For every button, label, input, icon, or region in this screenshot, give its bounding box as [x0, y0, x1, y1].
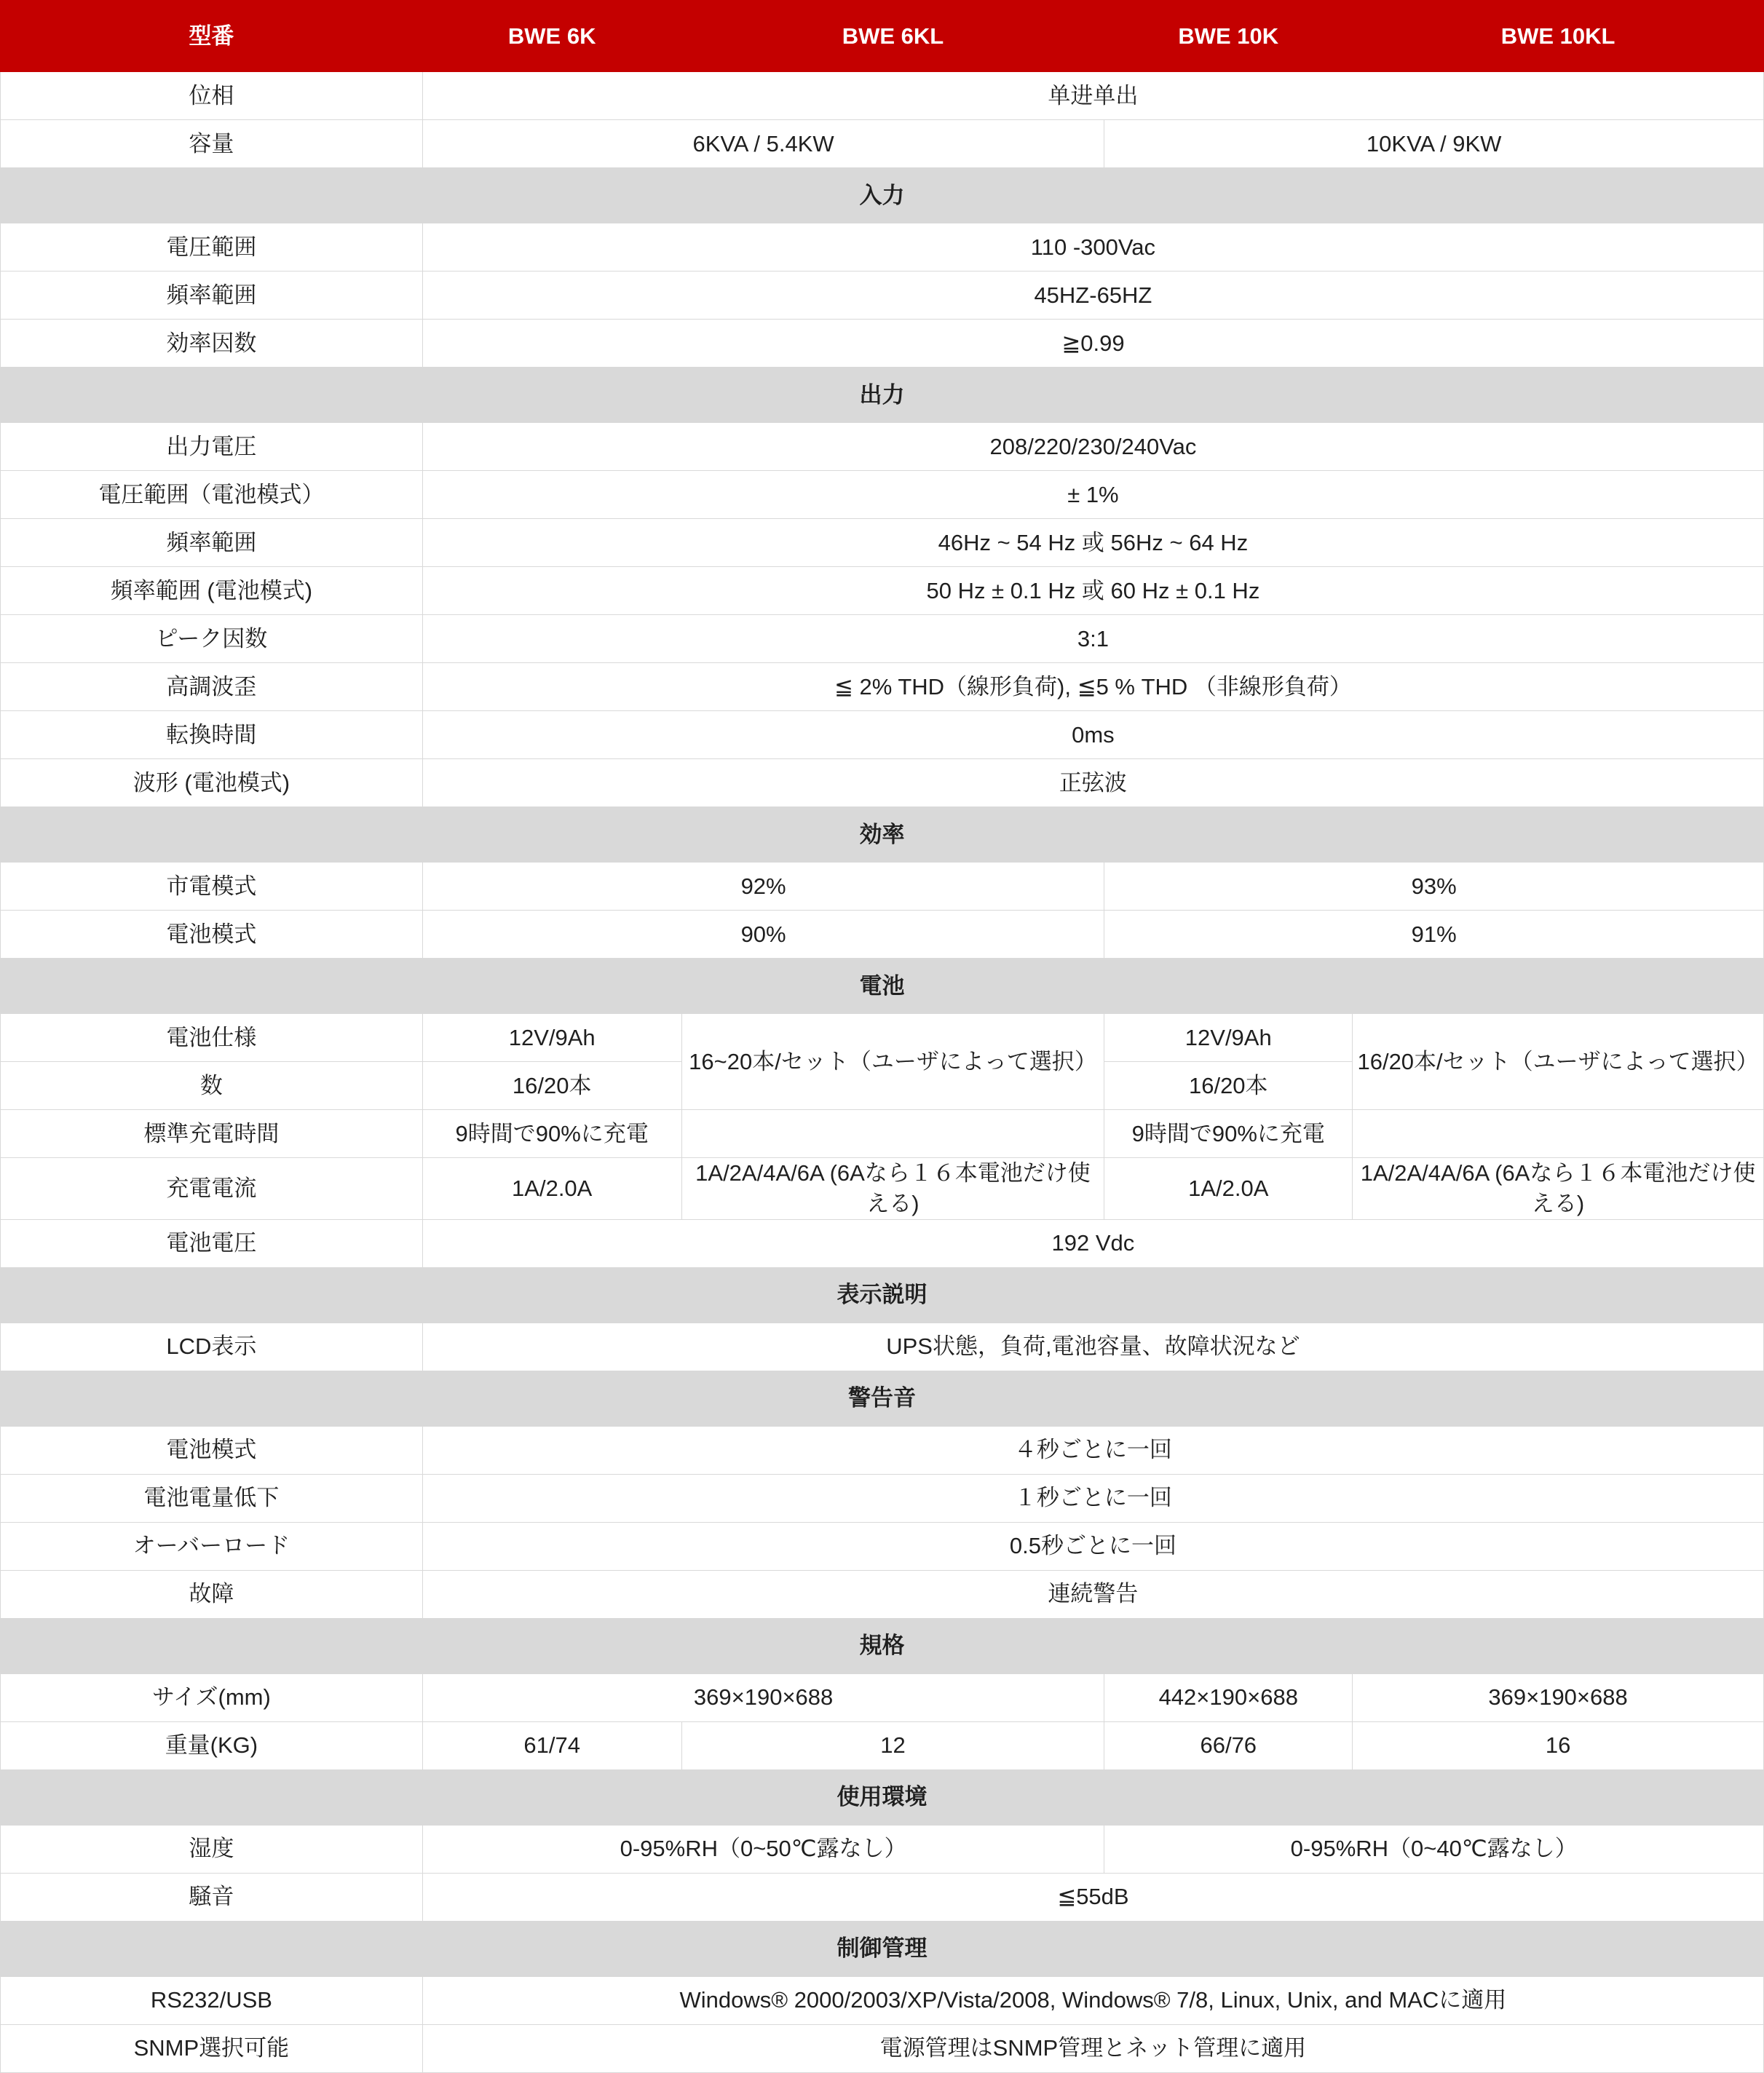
- spec-cell: [681, 1110, 1104, 1158]
- spec-cell: １秒ごとに一回: [422, 1474, 1763, 1522]
- spec-cell: [1353, 1110, 1764, 1158]
- spec-cell: 16/20本: [422, 1062, 681, 1110]
- spec-cell: UPS状態，負荷,電池容量、故障状況など: [422, 1323, 1763, 1371]
- section-title: 表示説明: [1, 1267, 1764, 1323]
- spec-cell: 3:1: [422, 615, 1763, 663]
- section-row: [1, 1769, 1764, 1825]
- spec-cell: 442×190×688: [1104, 1673, 1353, 1721]
- section-row: [1, 1618, 1764, 1673]
- spec-cell: 連続警告: [422, 1570, 1763, 1618]
- row-label: ピーク因数: [1, 615, 423, 663]
- spec-cell: 9時間で90%に充電: [422, 1110, 681, 1158]
- row-label: 湿度: [1, 1825, 423, 1873]
- table-row: [1, 1426, 1764, 1474]
- row-label: 位相: [1, 72, 423, 120]
- spec-cell: 110 -300Vac: [422, 223, 1763, 271]
- row-label: SNMP選択可能: [1, 2024, 423, 2072]
- row-label: 効率因数: [1, 320, 423, 368]
- spec-cell: 0ms: [422, 711, 1763, 759]
- row-label: 頻率範囲 (電池模式): [1, 567, 423, 615]
- section-title: 出力: [1, 368, 1764, 423]
- spec-cell: 369×190×688: [1353, 1673, 1764, 1721]
- table-row: [1, 72, 1764, 120]
- column-header: BWE 10KL: [1353, 1, 1764, 72]
- row-label: 市電模式: [1, 863, 423, 911]
- spec-cell: ≧0.99: [422, 320, 1763, 368]
- section-title: 規格: [1, 1618, 1764, 1673]
- spec-cell: 46Hz ~ 54 Hz 或 56Hz ~ 64 Hz: [422, 519, 1763, 567]
- spec-cell: 61/74: [422, 1721, 681, 1769]
- column-header-model: 型番: [1, 1, 423, 72]
- column-header: BWE 6K: [422, 1, 681, 72]
- spec-cell: 92%: [422, 863, 1104, 911]
- row-label: 出力電圧: [1, 423, 423, 471]
- row-label: 電圧範囲: [1, 223, 423, 271]
- spec-cell: 1A/2A/4A/6A (6Aなら１６本電池だけ使える): [681, 1158, 1104, 1220]
- section-title: 警告音: [1, 1371, 1764, 1426]
- spec-cell: 0-95%RH（0~50℃露なし）: [422, 1825, 1104, 1873]
- spec-table-body: [1, 1, 1764, 2073]
- spec-cell: 16~20本/セット（ユーザによって選択）: [681, 1014, 1104, 1110]
- spec-cell: 单进单出: [422, 72, 1763, 120]
- spec-cell: 0.5秒ごとに一回: [422, 1522, 1763, 1570]
- row-label: 電池電圧: [1, 1219, 423, 1267]
- table-row: [1, 1110, 1764, 1158]
- table-row: [1, 271, 1764, 320]
- spec-cell: 16/20本: [1104, 1062, 1353, 1110]
- row-label: 波形 (電池模式): [1, 759, 423, 807]
- spec-cell: 192 Vdc: [422, 1219, 1763, 1267]
- row-label: 電池模式: [1, 911, 423, 959]
- spec-cell: 12: [681, 1721, 1104, 1769]
- spec-cell: 50 Hz ± 0.1 Hz 或 60 Hz ± 0.1 Hz: [422, 567, 1763, 615]
- spec-cell: Windows® 2000/2003/XP/Vista/2008, Windows® 7/8, Linux, Unix, and MACに適用: [422, 1976, 1763, 2024]
- spec-cell: ４秒ごとに一回: [422, 1426, 1763, 1474]
- spec-cell: 16: [1353, 1721, 1764, 1769]
- column-header: BWE 10K: [1104, 1, 1353, 72]
- spec-cell: 66/76: [1104, 1721, 1353, 1769]
- row-label: 電池模式: [1, 1426, 423, 1474]
- row-label: 標準充電時間: [1, 1110, 423, 1158]
- spec-cell: 93%: [1104, 863, 1764, 911]
- section-row: [1, 168, 1764, 223]
- spec-cell: 正弦波: [422, 759, 1763, 807]
- table-row: [1, 1219, 1764, 1267]
- section-row: [1, 959, 1764, 1014]
- row-label: 数: [1, 1062, 423, 1110]
- spec-cell: ± 1%: [422, 471, 1763, 519]
- column-header: BWE 6KL: [681, 1, 1104, 72]
- section-title: 制御管理: [1, 1921, 1764, 1976]
- spec-cell: 12V/9Ah: [1104, 1014, 1353, 1062]
- spec-cell: 0-95%RH（0~40℃露なし）: [1104, 1825, 1764, 1873]
- row-label: 充電電流: [1, 1158, 423, 1220]
- spec-cell: 90%: [422, 911, 1104, 959]
- spec-cell: 208/220/230/240Vac: [422, 423, 1763, 471]
- section-row: [1, 1921, 1764, 1976]
- table-row: [1, 1158, 1764, 1220]
- table-row: [1, 1721, 1764, 1769]
- table-row: [1, 759, 1764, 807]
- row-label: 頻率範囲: [1, 271, 423, 320]
- table-row: [1, 1522, 1764, 1570]
- table-row: [1, 663, 1764, 711]
- table-row: [1, 711, 1764, 759]
- section-title: 使用環境: [1, 1769, 1764, 1825]
- row-label: オーバーロード: [1, 1522, 423, 1570]
- row-label: 重量(KG): [1, 1721, 423, 1769]
- section-row: [1, 807, 1764, 863]
- row-label: サイズ(mm): [1, 1673, 423, 1721]
- spec-cell: 1A/2.0A: [1104, 1158, 1353, 1220]
- row-label: 電圧範囲（電池模式）: [1, 471, 423, 519]
- table-row: [1, 1825, 1764, 1873]
- table-row: [1, 1570, 1764, 1618]
- spec-cell: 369×190×688: [422, 1673, 1104, 1721]
- table-row: [1, 567, 1764, 615]
- spec-cell: 6KVA / 5.4KW: [422, 120, 1104, 168]
- row-label: 頻率範囲: [1, 519, 423, 567]
- row-label: RS232/USB: [1, 1976, 423, 2024]
- table-row: [1, 615, 1764, 663]
- table-row: [1, 1673, 1764, 1721]
- table-row: [1, 120, 1764, 168]
- row-label: 故障: [1, 1570, 423, 1618]
- spec-cell: 45HZ-65HZ: [422, 271, 1763, 320]
- section-title: 効率: [1, 807, 1764, 863]
- row-label: 騒音: [1, 1873, 423, 1921]
- table-row: [1, 320, 1764, 368]
- row-label: 電池電量低下: [1, 1474, 423, 1522]
- row-label: LCD表示: [1, 1323, 423, 1371]
- row-label: 電池仕様: [1, 1014, 423, 1062]
- section-row: [1, 368, 1764, 423]
- table-row: [1, 1014, 1764, 1062]
- table-row: [1, 863, 1764, 911]
- table-row: [1, 423, 1764, 471]
- spec-cell: 9時間で90%に充電: [1104, 1110, 1353, 1158]
- section-title: 入力: [1, 168, 1764, 223]
- table-row: [1, 1323, 1764, 1371]
- table-row: [1, 519, 1764, 567]
- spec-cell: 10KVA / 9KW: [1104, 120, 1764, 168]
- section-row: [1, 1267, 1764, 1323]
- table-row: [1, 471, 1764, 519]
- spec-cell: 1A/2A/4A/6A (6Aなら１６本電池だけ使える): [1353, 1158, 1764, 1220]
- spec-cell: 16/20本/セット（ユーザによって選択）: [1353, 1014, 1764, 1110]
- table-row: [1, 2024, 1764, 2072]
- table-row: [1, 1873, 1764, 1921]
- table-row: [1, 1474, 1764, 1522]
- spec-cell: ≦55dB: [422, 1873, 1763, 1921]
- section-title: 電池: [1, 959, 1764, 1014]
- table-row: [1, 1976, 1764, 2024]
- table-header-row: [1, 1, 1764, 72]
- table-row: [1, 223, 1764, 271]
- row-label: 容量: [1, 120, 423, 168]
- section-row: [1, 1371, 1764, 1426]
- row-label: 高調波歪: [1, 663, 423, 711]
- spec-cell: ≦ 2% THD（線形負荷), ≦5 % THD （非線形負荷）: [422, 663, 1763, 711]
- spec-cell: 電源管理はSNMP管理とネット管理に適用: [422, 2024, 1763, 2072]
- spec-cell: 12V/9Ah: [422, 1014, 681, 1062]
- row-label: 転換時間: [1, 711, 423, 759]
- spec-cell: 91%: [1104, 911, 1764, 959]
- table-row: [1, 911, 1764, 959]
- spec-cell: 1A/2.0A: [422, 1158, 681, 1220]
